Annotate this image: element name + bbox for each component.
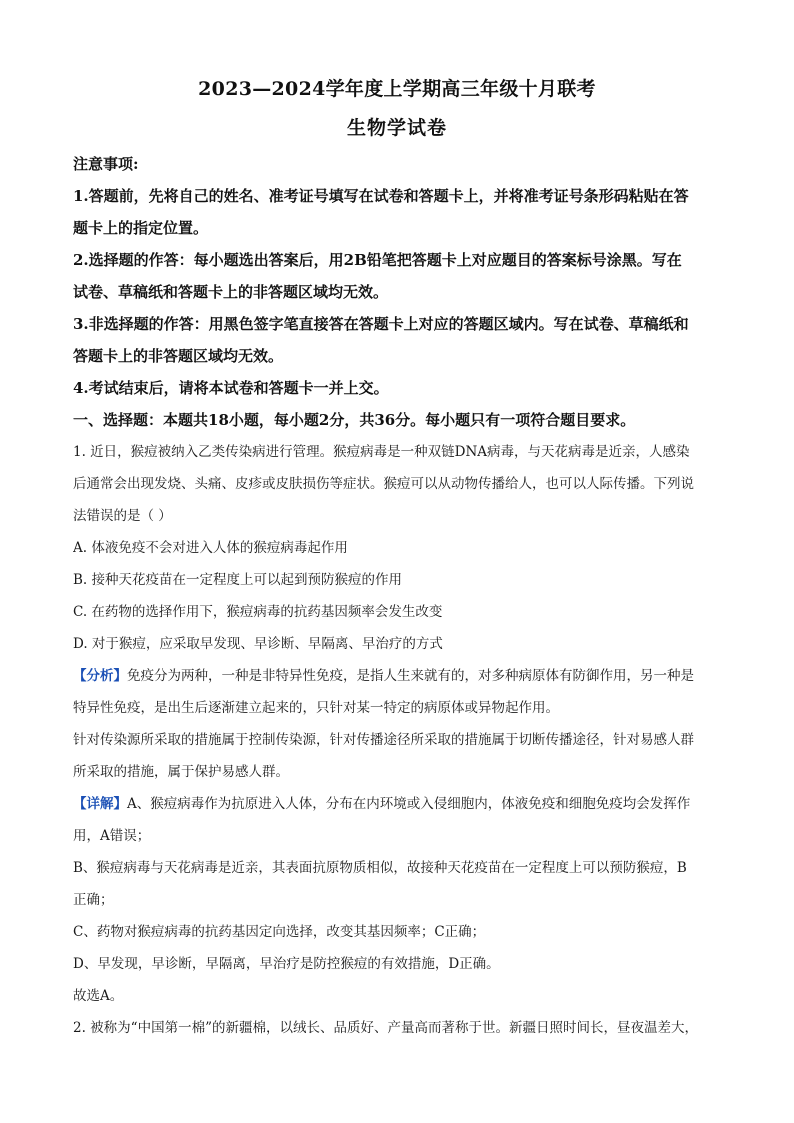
exam-body (73, 148, 733, 1044)
detail-tag: 【详解】 (73, 796, 127, 812)
notice-line: 试卷、草稿纸和答题卡上的非答题区域均无效。 (73, 283, 389, 301)
analysis-line: 特异性免疫，是出生后逐渐建立起来的，只针对某一特定的病原体或异物起作用。 (73, 700, 559, 716)
notice-line: 1.答题前，先将自己的姓名、准考证号填写在试卷和答题卡上，并将准考证号条形码粘贴在答 (73, 187, 689, 205)
question-stem: 1. 近日，猴痘被纳入乙类传染病进行管理。猴痘病毒是一种双链DNA病毒，与天花病毒是近亲，人感染 (73, 444, 690, 460)
exam-subject: 生物学试卷 (346, 117, 447, 139)
question-stem: 2. 被称为“中国第一棉”的新疆棉，以绒长、品质好、产量高而著称于世。新疆日照时间长，昼夜温差大， (73, 1020, 698, 1036)
detail-line: 正确； (73, 892, 114, 908)
detail-line (73, 788, 733, 820)
exam-title: 2023—2024学年度上学期高三年级十月联考 (198, 78, 596, 100)
analysis-text: 免疫分为两种，一种是非特异性免疫，是指人生来就有的，对多种病原体有防御作用，另一种是 (127, 668, 694, 684)
option-b: B. 接种天花疫苗在一定程度上可以起到预防猴痘的作用 (73, 572, 403, 588)
answer-line: 故选A。 (73, 988, 124, 1004)
question-stem: 后通常会出现发烧、头痛、皮疹或皮肤损伤等症状。猴痘可以从动物传播给人，也可以人际传播。下列说 (73, 476, 694, 492)
option-a: A. 体液免疫不会对进入人体的猴痘病毒起作用 (73, 540, 348, 556)
option-c: C. 在药物的选择作用下，猴痘病毒的抗药基因频率会发生改变 (73, 604, 443, 620)
notice-line: 2.选择题的作答：每小题选出答案后，用2B铅笔把答题卡上对应题目的答案标号涂黑。写在 (73, 251, 682, 269)
detail-text: A、猴痘病毒作为抗原进入人体，分布在内环境或入侵细胞内，体液免疫和细胞免疫均会发挥作 (127, 796, 691, 812)
notice-line: 4.考试结束后，请将本试卷和答题卡一并上交。 (73, 379, 389, 397)
analysis-line: 针对传染源所采取的措施属于控制传染源，针对传播途径所采取的措施属于切断传播途径，针对易感人群 (73, 732, 694, 748)
analysis-tag: 【分析】 (73, 668, 127, 684)
question-stem: 法错误的是（ ） (73, 508, 172, 524)
detail-line: 用，A错误； (73, 828, 151, 844)
option-d: D. 对于猴痘，应采取早发现、早诊断、早隔离、早治疗的方式 (73, 636, 443, 652)
detail-line: B、猴痘病毒与天花病毒是近亲，其表面抗原物质相似，故接种天花疫苗在一定程度上可以预防猴痘，B (73, 860, 687, 876)
notice-line: 3.非选择题的作答：用黑色签字笔直接答在答题卡上对应的答题区域内。写在试卷、草稿纸和 (73, 315, 689, 333)
analysis-line (73, 660, 733, 692)
notice-line: 答题卡上的非答题区域均无效。 (73, 347, 284, 365)
notice-heading: 注意事项: (73, 155, 139, 173)
analysis-line: 所采取的措施，属于保护易感人群。 (73, 764, 289, 780)
section-heading: 一、选择题：本题共18小题，每小题2分，共36分。每小题只有一项符合题目要求。 (73, 411, 636, 429)
notice-line: 题卡上的指定位置。 (73, 219, 209, 237)
detail-line: D、早发现，早诊断，早隔离，早治疗是防控猴痘的有效措施，D正确。 (73, 956, 500, 972)
detail-line: C、药物对猴痘病毒的抗药基因定向选择，改变其基因频率；C正确； (73, 924, 486, 940)
